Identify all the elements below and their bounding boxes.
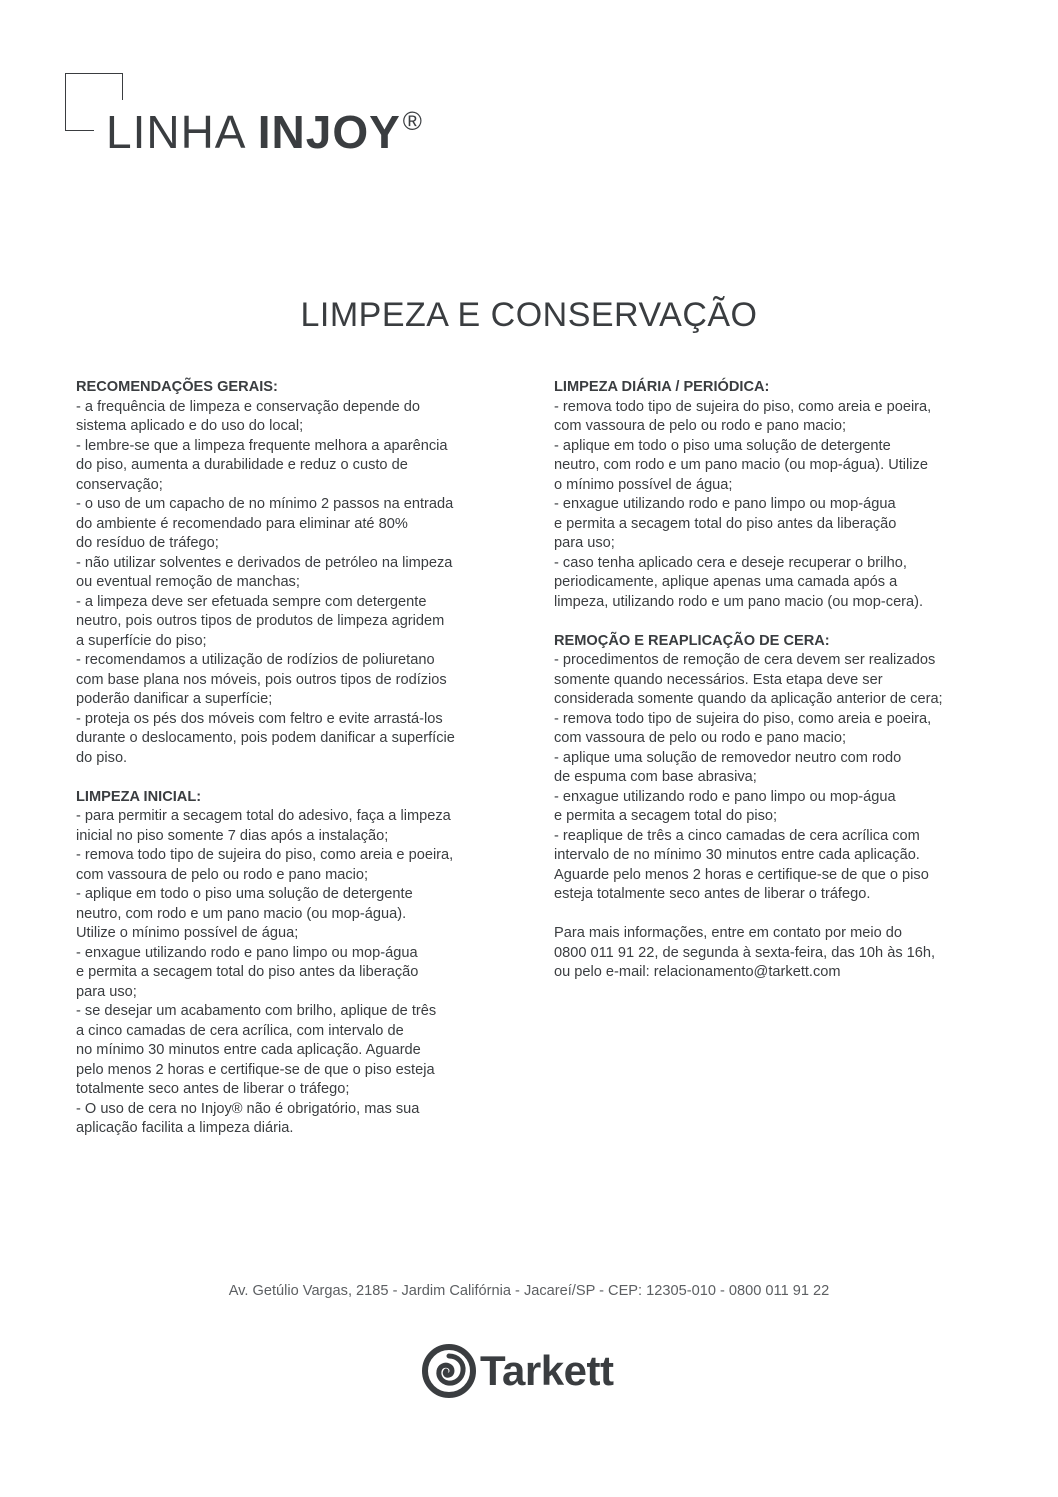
text-line: somente quando necessários. Esta etapa deve ser	[554, 671, 883, 688]
product-line-prefix: LINHA	[106, 106, 258, 158]
text-line: - remova todo tipo de sujeira do piso, como areia e poeira,	[76, 847, 454, 863]
text-line: neutro, com rodo e um pano macio (ou mop-água).	[76, 905, 407, 922]
text-line: o mínimo possível de água;	[554, 476, 733, 493]
text-line: a superfície do piso;	[76, 632, 207, 649]
text-section	[76, 378, 516, 768]
page-title: LIMPEZA E CONSERVAÇÃO	[300, 296, 758, 334]
footer-address: Av. Getúlio Vargas, 2185 - Jardim Califórnia - Jacareí/SP - CEP: 12305-010 - 0800 011 91 22	[228, 1283, 830, 1299]
text-line: e permita a secagem total do piso antes da liberação	[76, 964, 419, 980]
text-line: com vassoura de pelo ou rodo e pano macio;	[554, 418, 847, 434]
text-line: esteja totalmente seco antes de liberar o tráfego.	[554, 886, 871, 902]
brand-block	[422, 1343, 613, 1399]
text-line: totalmente seco antes de liberar o tráfego;	[76, 1081, 350, 1097]
text-line: Para mais informações, entre em contato por meio do	[554, 925, 902, 941]
text-line: considerada somente quando da aplicação anterior de cera;	[554, 691, 943, 707]
text-line: e permita a secagem total do piso antes da liberação	[554, 515, 897, 532]
text-line: conservação;	[76, 476, 163, 493]
section-heading: RECOMENDAÇÕES GERAIS:	[76, 379, 278, 395]
text-line: Aguarde pelo menos 2 horas e certifique-se de que o piso	[554, 866, 929, 883]
product-line-title	[106, 106, 423, 158]
text-line: ou pelo e-mail: relacionamento@tarkett.com	[554, 964, 841, 980]
text-line: do piso, aumenta a durabilidade e reduz o custo de	[76, 457, 408, 473]
text-line: de espuma com base abrasiva;	[554, 769, 757, 785]
text-line: com base plana nos móveis, pois outros tipos de rodízios	[76, 671, 447, 688]
registered-mark: ®	[402, 106, 423, 136]
text-line: poderão danificar a superfície;	[76, 691, 273, 707]
left-column	[76, 378, 516, 1158]
text-line: Utilize o mínimo possível de água;	[76, 925, 299, 941]
brand-name: Tarkett	[480, 1347, 614, 1394]
text-line: com vassoura de pelo ou rodo e pano macio;	[554, 730, 847, 746]
text-line: do ambiente é recomendado para eliminar até 80%	[76, 515, 408, 532]
text-line: - para permitir a secagem total do adesivo, faça a limpeza	[76, 808, 451, 824]
text-line: - a limpeza deve ser efetuada sempre com detergente	[76, 593, 427, 610]
section-heading: REMOÇÃO E REAPLICAÇÃO DE CERA:	[554, 632, 830, 649]
right-column	[554, 378, 994, 1002]
text-line: - O uso de cera no Injoy® não é obrigatório, mas sua	[76, 1100, 420, 1117]
text-line: para uso;	[76, 983, 137, 1000]
text-line: inicial no piso somente 7 dias após a instalação;	[76, 827, 389, 844]
tarkett-logo-icon	[422, 1344, 476, 1398]
text-line: - se desejar um acabamento com brilho, aplique de três	[76, 1003, 437, 1019]
text-line: - aplique em todo o piso uma solução de detergente	[554, 437, 891, 454]
product-line-name: INJOY	[257, 106, 401, 158]
text-line: - caso tenha aplicado cera e deseje recuperar o brilho,	[554, 554, 907, 571]
text-line: - proteja os pés dos móveis com feltro e evite arrastá-los	[76, 710, 443, 727]
text-line: neutro, com rodo e um pano macio (ou mop-água). Utilize	[554, 457, 928, 473]
text-line: do resíduo de tráfego;	[76, 535, 219, 551]
text-line: limpeza, utilizando rodo e um pano macio (ou mop-cera).	[554, 593, 924, 610]
text-line: - enxague utilizando rodo e pano limpo ou mop-água	[554, 788, 896, 805]
text-line: ou eventual remoção de manchas;	[76, 574, 300, 590]
text-line: - enxague utilizando rodo e pano limpo ou mop-água	[554, 496, 896, 512]
section-heading: LIMPEZA DIÁRIA / PERIÓDICA:	[554, 379, 770, 395]
text-line: para uso;	[554, 535, 615, 551]
text-section	[554, 632, 994, 905]
text-line: - recomendamos a utilização de rodízios de poliuretano	[76, 652, 435, 668]
text-section	[554, 924, 994, 983]
text-line: - aplique uma solução de removedor neutro com rodo	[554, 749, 902, 766]
text-line: - remova todo tipo de sujeira do piso, como areia e poeira,	[554, 710, 932, 727]
text-line: - a frequência de limpeza e conservação depende do	[76, 398, 420, 415]
text-line: durante o deslocamento, pois podem danificar a superfície	[76, 730, 455, 746]
text-line: 0800 011 91 22, de segunda à sexta-feira, das 10h às 16h,	[554, 944, 936, 961]
text-line: a cinco camadas de cera acrílica, com intervalo de	[76, 1022, 404, 1039]
text-line: - enxague utilizando rodo e pano limpo ou mop-água	[76, 944, 418, 961]
text-line: periodicamente, aplique apenas uma camada após a	[554, 574, 898, 590]
text-line: no mínimo 30 minutos entre cada aplicação. Aguarde	[76, 1042, 421, 1058]
text-line: intervalo de no mínimo 30 minutos entre cada aplicação.	[554, 847, 920, 863]
text-line: sistema aplicado e do uso do local;	[76, 418, 304, 434]
text-section	[76, 788, 516, 1139]
text-line: - procedimentos de remoção de cera devem ser realizados	[554, 652, 936, 668]
text-line: - o uso de um capacho de no mínimo 2 passos na entrada	[76, 496, 454, 512]
text-line: neutro, pois outros tipos de produtos de limpeza agridem	[76, 613, 445, 629]
text-line: - lembre-se que a limpeza frequente melhora a aparência	[76, 437, 448, 454]
text-line: - não utilizar solventes e derivados de petróleo na limpeza	[76, 554, 453, 571]
text-line: aplicação facilita a limpeza diária.	[76, 1120, 294, 1136]
text-line: - remova todo tipo de sujeira do piso, como areia e poeira,	[554, 398, 932, 415]
text-line: do piso.	[76, 749, 128, 766]
text-line: - aplique em todo o piso uma solução de detergente	[76, 886, 413, 902]
text-line: e permita a secagem total do piso;	[554, 808, 778, 824]
text-line: pelo menos 2 horas e certifique-se de que o piso esteja	[76, 1061, 435, 1078]
text-line: com vassoura de pelo ou rodo e pano macio;	[76, 866, 369, 883]
section-heading: LIMPEZA INICIAL:	[76, 788, 202, 805]
text-line: - reaplique de três a cinco camadas de cera acrílica com	[554, 827, 920, 844]
text-section	[554, 378, 994, 612]
